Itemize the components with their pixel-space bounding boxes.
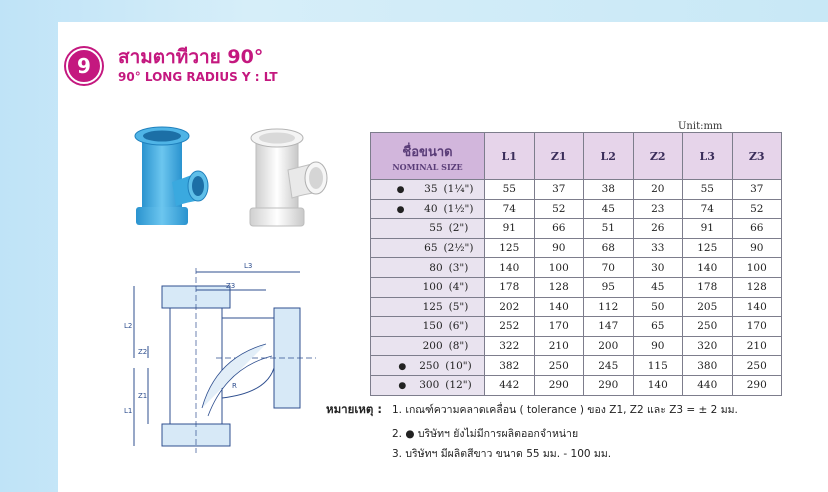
size-mm: 150: [422, 320, 443, 333]
drawing-label-radius: R: [232, 382, 237, 390]
value-cell: 74: [683, 199, 733, 219]
drawing-label-l3: L3: [244, 262, 253, 270]
size-cell: [371, 356, 485, 376]
table-row: [371, 375, 782, 395]
value-cell: 170: [534, 317, 584, 337]
size-mm: 250: [419, 359, 440, 372]
value-cell: 55: [683, 180, 733, 200]
table-row: [371, 180, 782, 200]
value-cell: 178: [485, 277, 535, 297]
value-cell: 20: [633, 180, 683, 200]
value-cell: 100: [534, 258, 584, 278]
column-header: L1: [485, 133, 535, 180]
value-cell: 91: [485, 219, 535, 239]
size-mm: 125: [422, 300, 443, 313]
table-row: [371, 258, 782, 278]
value-cell: 205: [683, 297, 733, 317]
value-cell: 100: [732, 258, 782, 278]
size-cell: [371, 258, 485, 278]
size-mm: 80: [429, 261, 443, 274]
value-cell: 442: [485, 375, 535, 395]
size-inch: (2"): [448, 222, 469, 235]
value-cell: 290: [732, 375, 782, 395]
table-row: [371, 219, 782, 239]
white-fitting-photo: [230, 122, 334, 232]
size-cell: [371, 336, 485, 356]
value-cell: 322: [485, 336, 535, 356]
drawing-label-l2: L2: [124, 322, 133, 330]
not-produced-bullet-icon: ●: [396, 204, 405, 215]
column-header: Z2: [633, 133, 683, 180]
product-title-english: 90° LONG RADIUS Y : LT: [118, 70, 278, 84]
value-cell: 140: [732, 297, 782, 317]
drawing-label-l1: L1: [124, 407, 133, 415]
table-row: [371, 317, 782, 337]
table-row: [371, 238, 782, 258]
value-cell: 112: [584, 297, 634, 317]
value-cell: 245: [584, 356, 634, 376]
value-cell: 290: [584, 375, 634, 395]
note-item: 3. บริษัทฯ มีผลิตสีขาว ขนาด 55 มม. - 100 มม.: [392, 448, 612, 460]
value-cell: 380: [683, 356, 733, 376]
table-row: [371, 336, 782, 356]
size-inch: (10"): [445, 359, 472, 372]
column-header: Z3: [732, 133, 782, 180]
drawing-label-z2: Z2: [138, 348, 148, 356]
value-cell: 125: [485, 238, 535, 258]
notes-label: หมายเหตุ :: [326, 402, 382, 416]
value-cell: 382: [485, 356, 535, 376]
value-cell: 30: [633, 258, 683, 278]
drawing-label-z3: Z3: [226, 282, 236, 290]
value-cell: 66: [534, 219, 584, 239]
value-cell: 125: [683, 238, 733, 258]
value-cell: 147: [584, 317, 634, 337]
size-mm: 300: [419, 379, 440, 392]
value-cell: 37: [534, 180, 584, 200]
table-row: [371, 199, 782, 219]
value-cell: 140: [485, 258, 535, 278]
value-cell: 115: [633, 356, 683, 376]
value-cell: 140: [633, 375, 683, 395]
size-inch: (4"): [448, 281, 469, 294]
dimension-table: [370, 132, 782, 396]
value-cell: 26: [633, 219, 683, 239]
size-inch: (1¼"): [443, 183, 474, 196]
value-cell: 250: [683, 317, 733, 337]
table-header-row: [371, 133, 782, 180]
size-cell: [371, 317, 485, 337]
size-inch: (3"): [448, 261, 469, 274]
value-cell: 290: [534, 375, 584, 395]
size-cell: [371, 219, 485, 239]
size-cell: [371, 238, 485, 258]
value-cell: 37: [732, 180, 782, 200]
table-body: [371, 180, 782, 396]
size-mm: 200: [422, 340, 443, 353]
blue-fitting-photo: [112, 122, 212, 230]
size-cell: [371, 375, 485, 395]
value-cell: 250: [534, 356, 584, 376]
product-title-thai: สามตาทีวาย 90°: [118, 46, 264, 68]
table-row: [371, 297, 782, 317]
column-header: Z1: [534, 133, 584, 180]
value-cell: 45: [584, 199, 634, 219]
value-cell: 55: [485, 180, 535, 200]
technical-drawing: [116, 248, 326, 460]
size-cell: [371, 277, 485, 297]
size-mm: 100: [422, 281, 443, 294]
value-cell: 210: [732, 336, 782, 356]
drawing-label-z1: Z1: [138, 392, 148, 400]
size-inch: (5"): [448, 300, 469, 313]
value-cell: 50: [633, 297, 683, 317]
column-header: L2: [584, 133, 634, 180]
value-cell: 90: [633, 336, 683, 356]
not-produced-bullet-icon: ●: [398, 381, 407, 392]
size-header: [371, 133, 485, 180]
size-mm: 55: [429, 222, 443, 235]
value-cell: 140: [683, 258, 733, 278]
size-header-thai: ชื่อขนาด: [402, 144, 453, 160]
value-cell: 52: [534, 199, 584, 219]
not-produced-bullet-icon: ●: [396, 185, 405, 196]
value-cell: 140: [534, 297, 584, 317]
size-cell: [371, 199, 485, 219]
value-cell: 252: [485, 317, 535, 337]
value-cell: 51: [584, 219, 634, 239]
value-cell: 90: [732, 238, 782, 258]
value-cell: 45: [633, 277, 683, 297]
value-cell: 210: [534, 336, 584, 356]
value-cell: 90: [534, 238, 584, 258]
not-produced-bullet-icon: ●: [398, 361, 407, 372]
table-row: [371, 277, 782, 297]
size-cell: [371, 180, 485, 200]
value-cell: 91: [683, 219, 733, 239]
size-mm: 65: [424, 242, 438, 255]
value-cell: 170: [732, 317, 782, 337]
size-inch: (6"): [448, 320, 469, 333]
value-cell: 320: [683, 336, 733, 356]
value-cell: 200: [584, 336, 634, 356]
value-cell: 128: [732, 277, 782, 297]
value-cell: 38: [584, 180, 634, 200]
note-item: 2. ● บริษัทฯ ยังไม่มีการผลิตออกจำหน่าย: [392, 428, 579, 440]
size-inch: (8"): [448, 340, 469, 353]
unit-label: Unit:mm: [678, 121, 723, 132]
note-item: 1. เกณฑ์ความคลาดเคลื่อน ( tolerance ) ของ Z1, Z2 และ Z3 = ± 2 มม.: [392, 404, 738, 416]
value-cell: 33: [633, 238, 683, 258]
column-header: L3: [683, 133, 733, 180]
value-cell: 74: [485, 199, 535, 219]
value-cell: 440: [683, 375, 733, 395]
value-cell: 23: [633, 199, 683, 219]
value-cell: 68: [584, 238, 634, 258]
section-number-badge: 9: [66, 48, 102, 84]
size-inch: (2½"): [443, 242, 474, 255]
size-inch: (1½"): [443, 202, 474, 215]
size-mm: 40: [424, 202, 438, 215]
size-inch: (12"): [445, 379, 472, 392]
value-cell: 95: [584, 277, 634, 297]
value-cell: 178: [683, 277, 733, 297]
value-cell: 52: [732, 199, 782, 219]
value-cell: 128: [534, 277, 584, 297]
value-cell: 65: [633, 317, 683, 337]
catalog-page: [58, 22, 828, 492]
value-cell: 250: [732, 356, 782, 376]
table-row: [371, 356, 782, 376]
size-mm: 35: [424, 183, 438, 196]
size-header-english: NOMINAL SIZE: [392, 161, 463, 172]
size-cell: [371, 297, 485, 317]
value-cell: 202: [485, 297, 535, 317]
value-cell: 66: [732, 219, 782, 239]
value-cell: 70: [584, 258, 634, 278]
